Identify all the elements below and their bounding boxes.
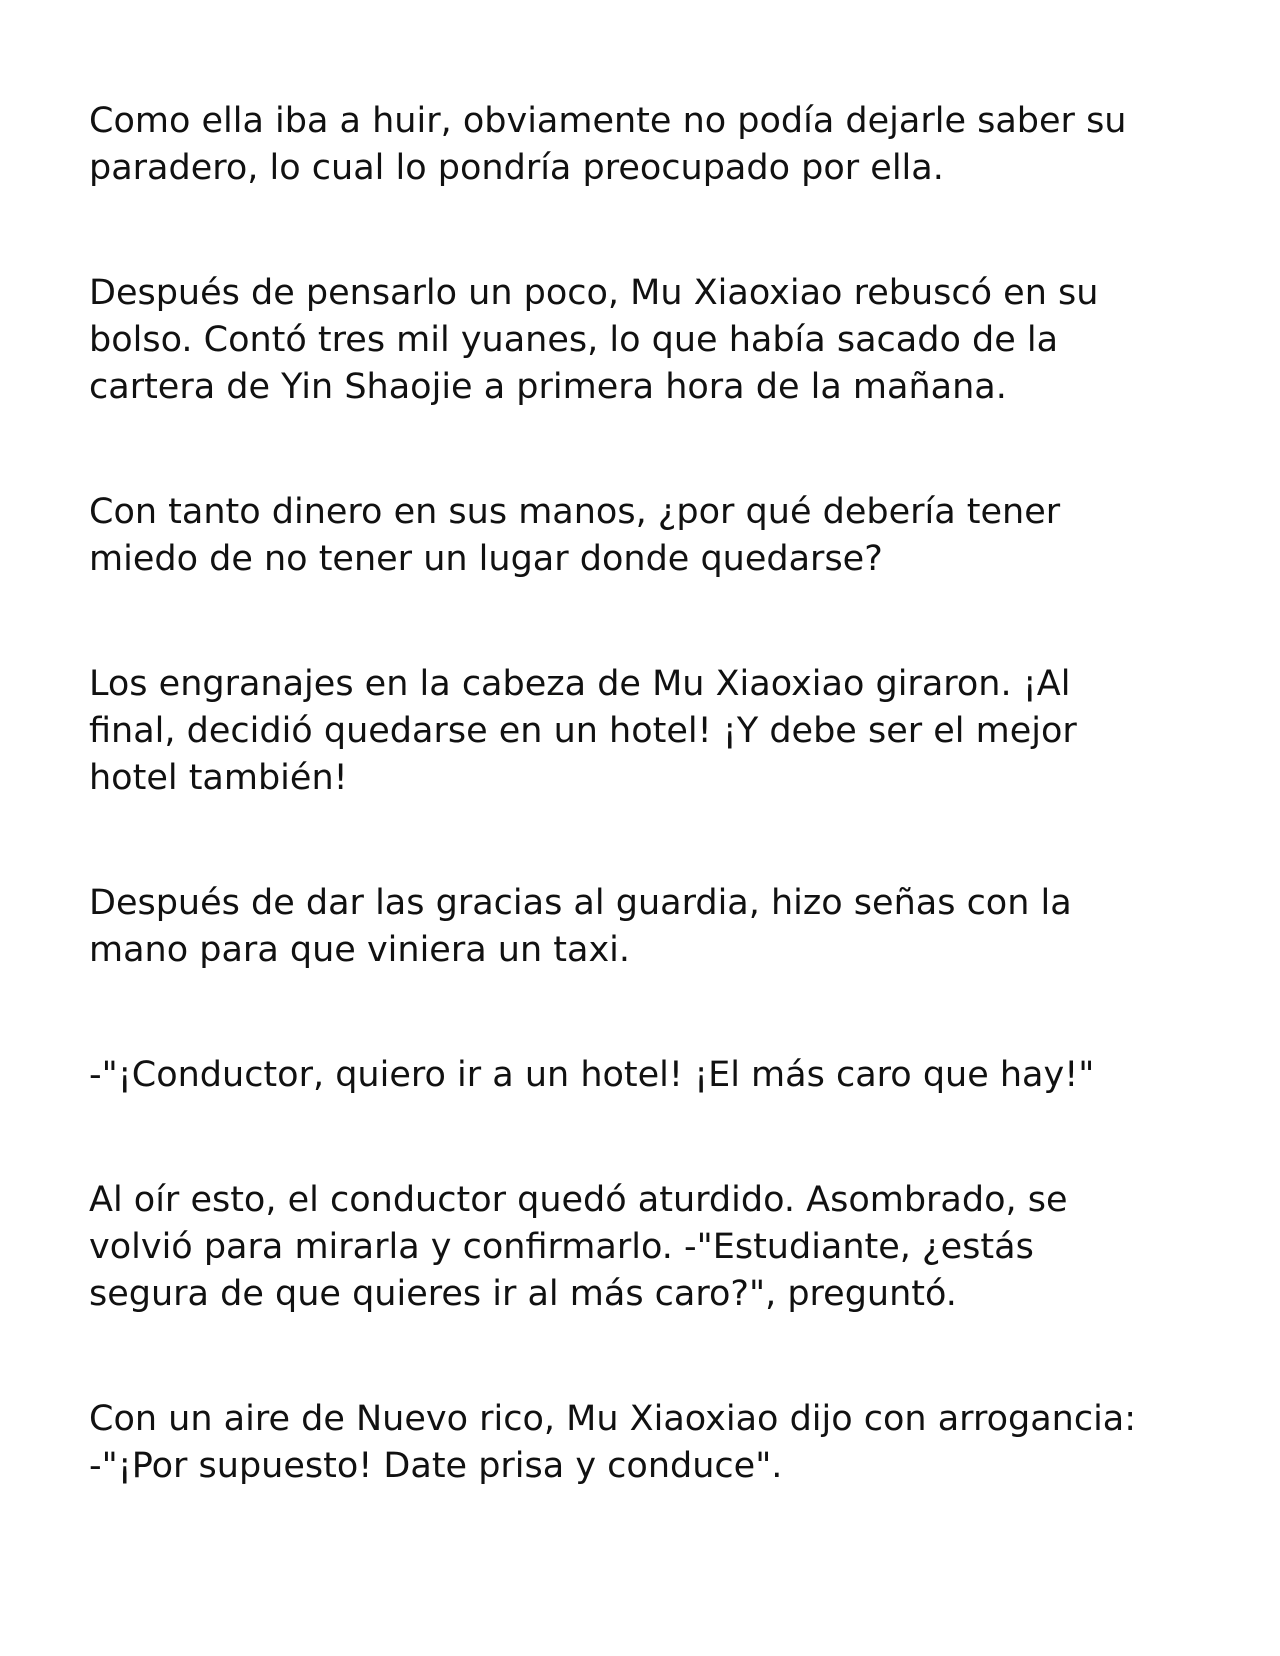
paragraph: -"¡Conductor, quiero ir a un hotel! ¡El más caro que hay!": [89, 1055, 1095, 1095]
paragraph: Con tanto dinero en sus manos, ¿por qué debería tener miedo de no tener un lugar donde quedarse?: [89, 492, 1061, 579]
paragraph: Después de dar las gracias al guardia, hizo señas con la mano para que viniera un taxi.: [89, 883, 1072, 970]
paragraph: Después de pensarlo un poco, Mu Xiaoxiao rebuscó en su bolso. Contó tres mil yuanes, lo que había sacado de la cartera de Yin Shaojie a primera hora de la mañana.: [89, 273, 1099, 407]
paragraph: Como ella iba a huir, obviamente no podía dejarle saber su paradero, lo cual lo pondría preocupado por ella.: [89, 101, 1127, 188]
paragraph: Al oír esto, el conductor quedó aturdido. Asombrado, se volvió para mirarla y confirmarlo. -"Estudiante, ¿estás segura de que quieres ir al más caro?", preguntó.: [89, 1180, 1068, 1314]
paragraph: Con un aire de Nuevo rico, Mu Xiaoxiao dijo con arrogancia: -"¡Por supuesto! Date prisa y conduce".: [89, 1399, 1137, 1486]
paragraph: Los engranajes en la cabeza de Mu Xiaoxiao giraron. ¡Al final, decidió quedarse en un hotel! ¡Y debe ser el mejor hotel también!: [89, 664, 1077, 798]
